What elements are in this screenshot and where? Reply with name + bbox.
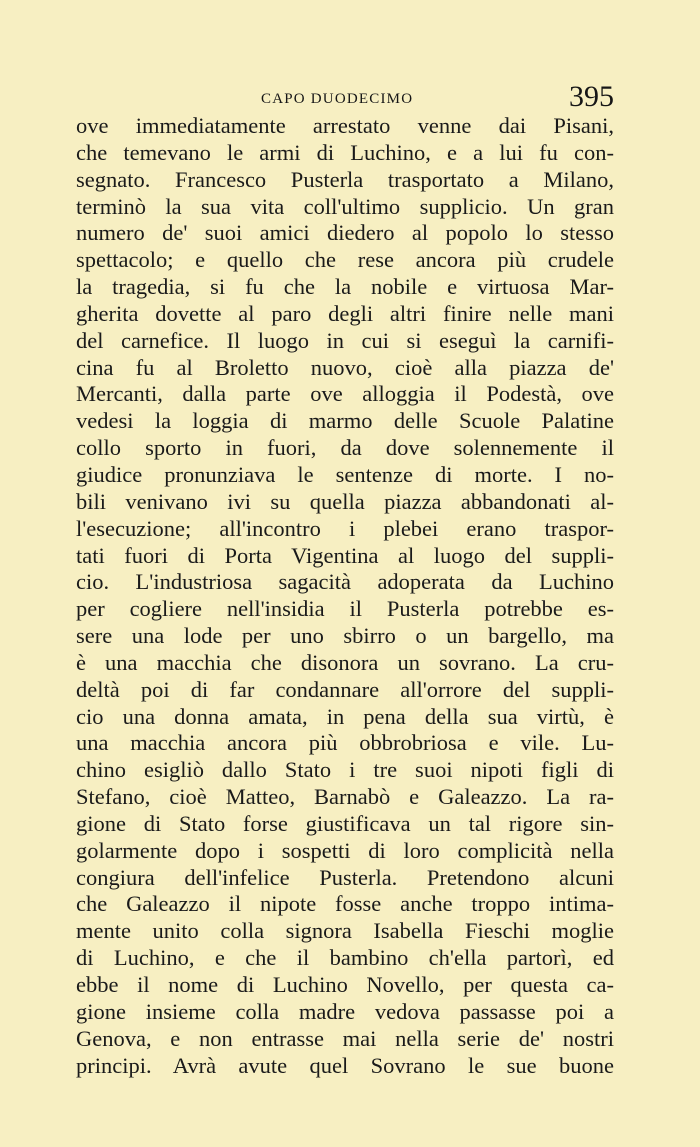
text-line: tati fuori di Porta Vigentina al luogo del suppli-: [76, 542, 614, 568]
text-line: cio una donna amata, in pena della sua virtù, è: [76, 703, 614, 729]
text-line: che temevano le armi di Luchino, e a lui fu con-: [76, 139, 614, 165]
text-line: gione insieme colla madre vedova passasse poi a: [76, 998, 614, 1024]
text-line: del carnefice. Il luogo in cui si eseguì la carnifi-: [76, 327, 614, 353]
text-line: per cogliere nell'insidia il Pusterla potrebbe es-: [76, 596, 614, 622]
text-line: una macchia ancora più obbrobriosa e vile. Lu-: [76, 730, 614, 756]
text-line: congiura dell'infelice Pusterla. Pretendono alcuni: [76, 864, 614, 890]
text-line: che Galeazzo il nipote fosse anche troppo intima-: [76, 891, 614, 917]
text-line: principi. Avrà avute quel Sovrano le sue buone: [76, 1052, 614, 1078]
text-line: gherita dovette al paro degli altri finire nelle mani: [76, 300, 614, 326]
text-line: terminò la sua vita coll'ultimo supplicio. Un gran: [76, 193, 614, 219]
text-line: è una macchia che disonora un sovrano. La cru-: [76, 649, 614, 675]
text-line: di Luchino, e che il bambino ch'ella partorì, ed: [76, 945, 614, 971]
page-header: [76, 82, 614, 116]
text-line: vedesi la loggia di marmo delle Scuole Palatine: [76, 408, 614, 434]
text-line: spettacolo; e quello che rese ancora più crudele: [76, 247, 614, 273]
text-line: numero de' suoi amici diedero al popolo lo stesso: [76, 220, 614, 246]
text-line: segnato. Francesco Pusterla trasportato a Milano,: [76, 166, 614, 192]
page-number: 395: [569, 80, 614, 113]
body-text: [76, 113, 614, 1079]
text-line: chino esigliò dallo Stato i tre suoi nipoti figli di: [76, 757, 614, 783]
text-line: deltà poi di far condannare all'orrore del suppli-: [76, 676, 614, 702]
text-line: cina fu al Broletto nuovo, cioè alla piazza de': [76, 354, 614, 380]
text-line: Mercanti, dalla parte ove alloggia il Podestà, ove: [76, 381, 614, 407]
text-line: Stefano, cioè Matteo, Barnabò e Galeazzo. La ra-: [76, 784, 614, 810]
text-line: Genova, e non entrasse mai nella serie de' nostri: [76, 1025, 614, 1051]
text-line: ove immediatamente arrestato venne dai Pisani,: [76, 113, 614, 138]
text-line: golarmente dopo i sospetti di loro complicità nella: [76, 837, 614, 863]
text-line: gione di Stato forse giustificava un tal rigore sin-: [76, 810, 614, 836]
text-line: sere una lode per uno sbirro o un bargello, ma: [76, 623, 614, 649]
text-line: giudice pronunziava le sentenze di morte. I no-: [76, 461, 614, 487]
text-line: bili venivano ivi su quella piazza abbandonati al-: [76, 488, 614, 514]
text-line: ebbe il nome di Luchino Novello, per questa ca-: [76, 972, 614, 997]
text-line: la tragedia, si fu che la nobile e virtuosa Mar-: [76, 274, 614, 300]
text-line: cio. L'industriosa sagacità adoperata da Luchino: [76, 569, 614, 595]
text-line: mente unito colla signora Isabella Fieschi moglie: [76, 918, 614, 944]
text-line: l'esecuzione; all'incontro i plebei erano traspor-: [76, 515, 614, 541]
running-head: CAPO DUODECIMO: [261, 91, 414, 107]
text-line: collo sporto in fuori, da dove solennemente il: [76, 435, 614, 461]
